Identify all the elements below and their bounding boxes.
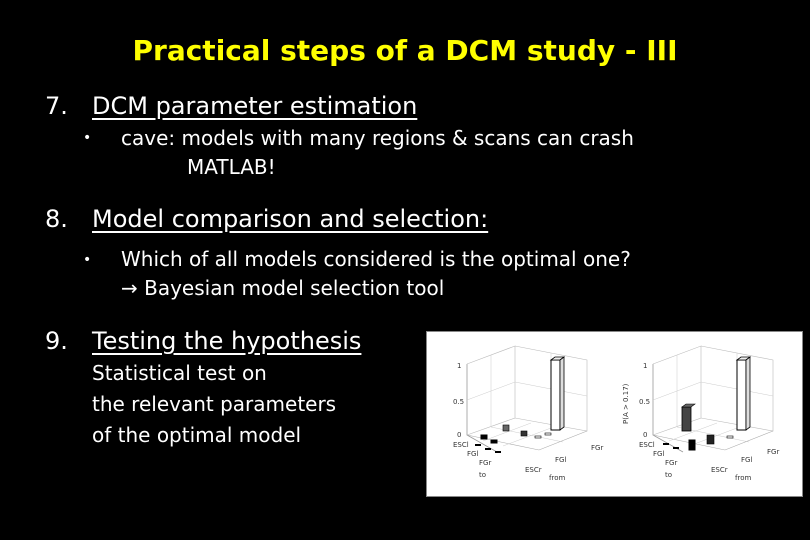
- item-9-heading: Testing the hypothesis: [92, 327, 362, 355]
- left-axis-from-3: FGr: [479, 459, 492, 467]
- plot-right: [622, 346, 779, 482]
- left-to-label: to: [479, 471, 487, 479]
- left-axis-from-2: FGl: [467, 450, 479, 458]
- item-7-line-1: cave: models with many regions & scans can crash: [121, 126, 634, 150]
- right-ytick-0: 0: [643, 431, 648, 439]
- item-8-line-2: → Bayesian model selection tool: [121, 276, 445, 300]
- right-ytick-1: 1: [643, 362, 648, 370]
- right-to-label: to: [665, 471, 673, 479]
- left-from-label: from: [549, 474, 566, 482]
- figure-svg: [427, 332, 802, 496]
- item-9-line-3: of the optimal model: [92, 423, 302, 447]
- right-axis-to-2: FGl: [741, 456, 753, 464]
- right-from-label: from: [735, 474, 752, 482]
- right-ytick-0.5: 0.5: [639, 398, 651, 406]
- item-9-line-1: Statistical test on: [92, 361, 267, 385]
- left-axis-to-3: FGr: [591, 444, 604, 452]
- right-axis-to-1: ESCr: [711, 466, 728, 474]
- left-ytick-0.5: 0.5: [453, 398, 465, 406]
- left-axis-from-1: ESCl: [453, 441, 469, 449]
- slide-title: Practical steps of a DCM study - III: [132, 34, 678, 67]
- item-9-number: 9.: [45, 327, 68, 355]
- bms-figure: [426, 331, 803, 497]
- item-8-line-1: Which of all models considered is the optimal one?: [121, 247, 631, 271]
- left-axis-to-1: ESCr: [525, 466, 542, 474]
- item-8-number: 8.: [45, 205, 68, 233]
- left-axis-to-2: FGl: [555, 456, 567, 464]
- left-ytick-0: 0: [457, 431, 462, 439]
- item-8-heading: Model comparison and selection:: [92, 205, 489, 233]
- plot-left: [453, 346, 603, 482]
- item-7-number: 7.: [45, 92, 68, 120]
- right-axis-from-2: FGl: [653, 450, 665, 458]
- item-9-line-2: the relevant parameters: [92, 392, 337, 416]
- bullet-icon: •: [83, 130, 92, 146]
- right-axis-to-3: FGr: [767, 448, 780, 456]
- right-axis-from-3: FGr: [665, 459, 678, 467]
- item-7-heading: DCM parameter estimation: [92, 92, 418, 120]
- item-7-line-2: MATLAB!: [187, 155, 276, 179]
- bullet-icon: •: [83, 252, 92, 268]
- left-ytick-1: 1: [457, 362, 462, 370]
- right-ylabel: P(A > 0.17): [622, 383, 630, 424]
- right-axis-from-1: ESCl: [639, 441, 655, 449]
